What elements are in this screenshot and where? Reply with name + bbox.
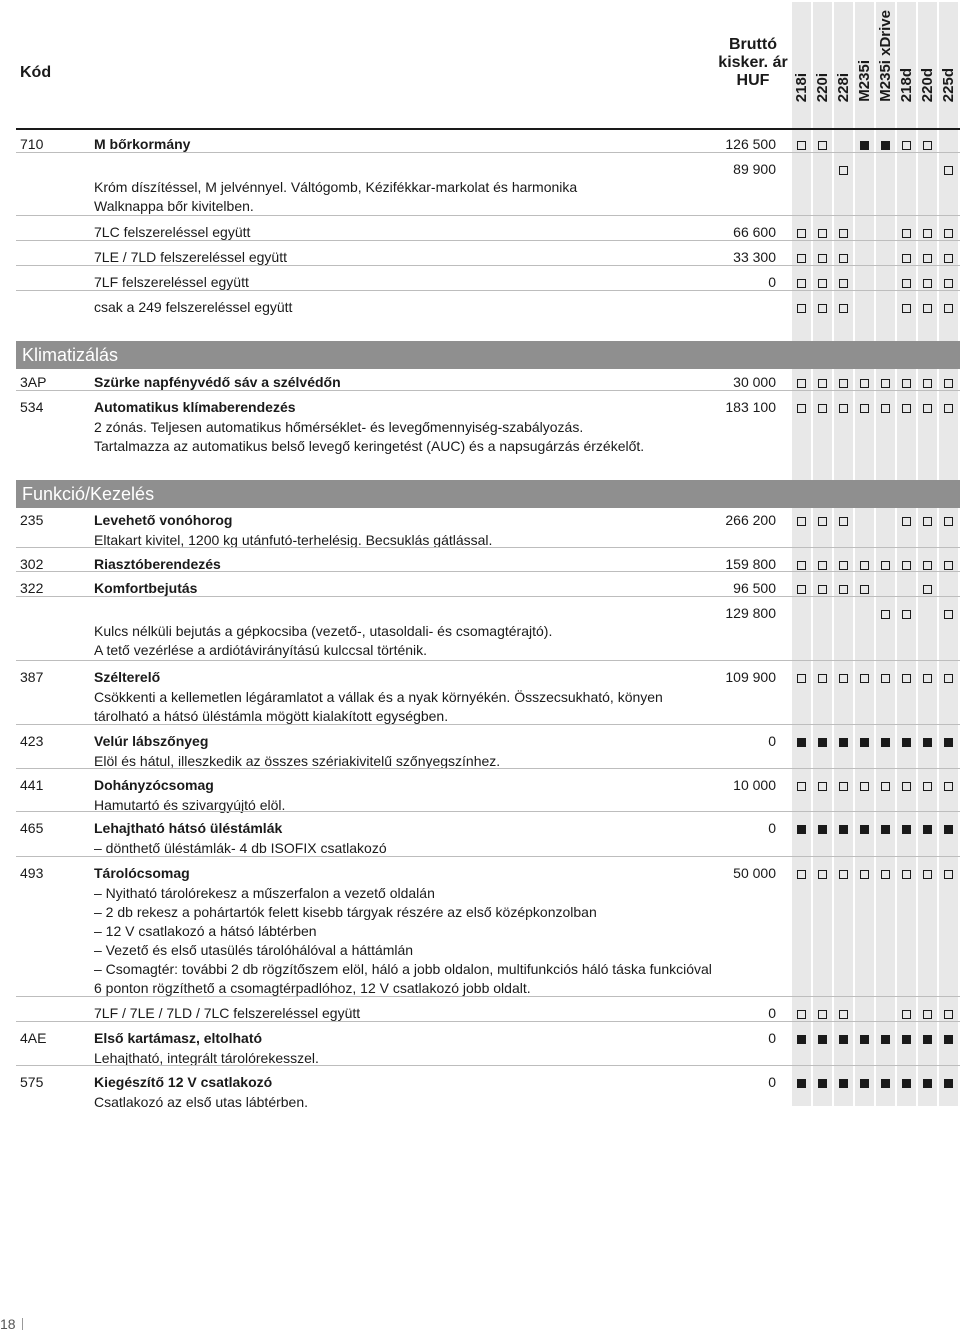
model-header-220d: 220d — [918, 67, 936, 102]
price-header-line: HUF — [736, 72, 770, 89]
optional-equipment-marker — [944, 870, 953, 879]
optional-equipment-marker — [902, 379, 911, 388]
row-divider — [16, 724, 960, 725]
standard-equipment-marker — [902, 1079, 911, 1088]
optional-equipment-marker — [881, 379, 890, 388]
page-number — [0, 1316, 23, 1332]
standard-equipment-marker — [860, 1079, 869, 1088]
option-price: 30 000 — [733, 374, 776, 390]
option-price: 0 — [768, 1005, 776, 1021]
option-code: 387 — [20, 669, 44, 685]
option-code: 441 — [20, 777, 44, 793]
option-description: Eltakart kivitel, 1200 kg utánfutó-terhelésig. Becsuklás gátlással. — [94, 532, 493, 548]
option-description: A tető vezérlése a ardiótávirányítású kulccsal történik. — [94, 642, 428, 658]
optional-equipment-marker — [839, 404, 848, 413]
standard-equipment-marker — [818, 1079, 827, 1088]
standard-equipment-marker — [902, 738, 911, 747]
option-code: 575 — [20, 1074, 44, 1090]
option-price: 50 000 — [733, 865, 776, 881]
standard-equipment-marker — [797, 1079, 806, 1088]
option-description: 6 ponton rögzíthető a csomagtérpadlóhoz, 12 V csatlakozó jobb oldalt. — [94, 980, 531, 996]
option-description: – Csomagtér: további 2 db rögzítőszem elöl, háló a jobb oldalon, multifunkciós háló táska funkcióval — [94, 961, 712, 977]
optional-equipment-marker — [923, 674, 932, 683]
optional-equipment-marker — [797, 404, 806, 413]
optional-equipment-marker — [902, 304, 911, 313]
optional-equipment-marker — [923, 229, 932, 238]
optional-equipment-marker — [944, 166, 953, 175]
optional-equipment-marker — [797, 585, 806, 594]
option-code: 710 — [20, 136, 44, 152]
option-price: 126 500 — [725, 136, 776, 152]
standard-equipment-marker — [797, 825, 806, 834]
row-divider — [16, 240, 960, 241]
option-code: 4AE — [20, 1030, 47, 1046]
optional-equipment-marker — [797, 561, 806, 570]
option-name: Levehető vonóhorog — [94, 512, 233, 528]
optional-equipment-marker — [818, 1010, 827, 1019]
standard-equipment-marker — [839, 738, 848, 747]
optional-equipment-marker — [881, 404, 890, 413]
model-header-m235i: M235i — [855, 60, 873, 102]
standard-equipment-marker — [944, 1079, 953, 1088]
option-description: Csökkenti a kellemetlen légáramlatot a vállak és a nyak környékén. Összecsukható, könyen — [94, 689, 663, 705]
optional-equipment-marker — [923, 561, 932, 570]
option-price: 0 — [768, 733, 776, 749]
option-price: 129 800 — [725, 605, 776, 621]
standard-equipment-marker — [923, 825, 932, 834]
option-name: Riasztóberendezés — [94, 556, 221, 572]
optional-equipment-marker — [923, 870, 932, 879]
row-divider — [16, 811, 960, 812]
option-price: 0 — [768, 1074, 776, 1090]
model-column-background — [855, 2, 874, 1106]
option-name: Dohányzócsomag — [94, 777, 214, 793]
option-price: 33 300 — [733, 249, 776, 265]
optional-equipment-marker — [839, 254, 848, 263]
optional-equipment-marker — [839, 229, 848, 238]
row-divider — [16, 390, 960, 391]
optional-equipment-marker — [797, 254, 806, 263]
optional-equipment-marker — [860, 379, 869, 388]
option-code: 534 — [20, 399, 44, 415]
standard-equipment-marker — [881, 1079, 890, 1088]
optional-equipment-marker — [923, 1010, 932, 1019]
option-name: 7LF / 7LE / 7LD / 7LC felszereléssel együtt — [94, 1005, 361, 1021]
option-description: Kulcs nélküli bejutás a gépkocsiba (vezető-, utasoldali- és csomagtérajtó). — [94, 623, 553, 639]
optional-equipment-marker — [944, 379, 953, 388]
optional-equipment-marker — [944, 254, 953, 263]
optional-equipment-marker — [902, 1010, 911, 1019]
optional-equipment-marker — [797, 1010, 806, 1019]
standard-equipment-marker — [860, 141, 869, 150]
optional-equipment-marker — [944, 279, 953, 288]
model-column-background — [792, 2, 811, 1106]
standard-equipment-marker — [818, 825, 827, 834]
optional-equipment-marker — [818, 782, 827, 791]
header-divider — [16, 128, 960, 130]
optional-equipment-marker — [923, 141, 932, 150]
standard-equipment-marker — [944, 738, 953, 747]
option-name: csak a 249 felszereléssel együtt — [94, 299, 293, 315]
row-divider — [16, 856, 960, 857]
option-code: 302 — [20, 556, 44, 572]
optional-equipment-marker — [818, 404, 827, 413]
option-description: Hamutartó és szivargyújtó elöl. — [94, 797, 286, 813]
optional-equipment-marker — [902, 254, 911, 263]
optional-equipment-marker — [902, 610, 911, 619]
optional-equipment-marker — [881, 674, 890, 683]
model-column-background — [813, 2, 832, 1106]
optional-equipment-marker — [818, 585, 827, 594]
optional-equipment-marker — [902, 404, 911, 413]
option-description: – 12 V csatlakozó a hátsó lábtérben — [94, 923, 317, 939]
model-header-220i: 220i — [813, 72, 831, 102]
option-description: tárolható a hátsó üléstámla mögött kialakított egységben. — [94, 708, 449, 724]
option-price: 0 — [768, 820, 776, 836]
standard-equipment-marker — [860, 825, 869, 834]
standard-equipment-marker — [881, 825, 890, 834]
optional-equipment-marker — [881, 782, 890, 791]
row-divider — [16, 547, 960, 548]
optional-equipment-marker — [797, 379, 806, 388]
option-code: 235 — [20, 512, 44, 528]
optional-equipment-marker — [860, 404, 869, 413]
code-column-header: Kód — [20, 64, 52, 81]
option-name: M bőrkormány — [94, 136, 191, 152]
option-name: 7LC felszereléssel együtt — [94, 224, 251, 240]
optional-equipment-marker — [902, 674, 911, 683]
standard-equipment-marker — [902, 825, 911, 834]
model-header-228i: 228i — [834, 72, 852, 102]
model-header-m235i-xdrive: M235i xDrive — [876, 10, 894, 102]
optional-equipment-marker — [839, 870, 848, 879]
optional-equipment-marker — [923, 404, 932, 413]
optional-equipment-marker — [902, 279, 911, 288]
option-description: Csatlakozó az első utas lábtérben. — [94, 1094, 309, 1110]
option-code: 3AP — [20, 374, 47, 390]
option-price: 183 100 — [725, 399, 776, 415]
optional-equipment-marker — [797, 517, 806, 526]
optional-equipment-marker — [797, 229, 806, 238]
standard-equipment-marker — [839, 1035, 848, 1044]
price-column-header — [710, 36, 796, 90]
option-name: Velúr lábszőnyeg — [94, 733, 209, 749]
optional-equipment-marker — [902, 870, 911, 879]
optional-equipment-marker — [797, 141, 806, 150]
option-price: 66 600 — [733, 224, 776, 240]
row-divider — [16, 768, 960, 769]
model-header-218i: 218i — [792, 72, 810, 102]
section-header: Funkció/Kezelés — [16, 480, 960, 508]
option-code: 465 — [20, 820, 44, 836]
optional-equipment-marker — [881, 561, 890, 570]
standard-equipment-marker — [923, 1079, 932, 1088]
row-divider — [16, 571, 960, 572]
optional-equipment-marker — [860, 561, 869, 570]
optional-equipment-marker — [944, 517, 953, 526]
option-name: 7LF felszereléssel együtt — [94, 274, 249, 290]
standard-equipment-marker — [923, 738, 932, 747]
optional-equipment-marker — [923, 517, 932, 526]
optional-equipment-marker — [818, 304, 827, 313]
optional-equipment-marker — [839, 674, 848, 683]
option-description: Elöl és hátul, illeszkedik az összes szériakivitelű szőnyegszínhez. — [94, 753, 501, 769]
optional-equipment-marker — [902, 229, 911, 238]
option-description: 2 zónás. Teljesen automatikus hőmérséklet- és levegőmennyiség-szabályozás. — [94, 419, 584, 435]
optional-equipment-marker — [860, 674, 869, 683]
row-divider — [16, 290, 960, 291]
page-number-text: 18 — [0, 1316, 16, 1332]
row-divider — [16, 215, 960, 216]
optional-equipment-marker — [923, 379, 932, 388]
optional-equipment-marker — [839, 1010, 848, 1019]
optional-equipment-marker — [818, 379, 827, 388]
option-name: Komfortbejutás — [94, 580, 198, 596]
optional-equipment-marker — [881, 610, 890, 619]
option-price: 0 — [768, 274, 776, 290]
standard-equipment-marker — [860, 1035, 869, 1044]
standard-equipment-marker — [923, 1035, 932, 1044]
option-code: 322 — [20, 580, 44, 596]
optional-equipment-marker — [839, 561, 848, 570]
optional-equipment-marker — [818, 674, 827, 683]
optional-equipment-marker — [923, 254, 932, 263]
option-name: Tárolócsomag — [94, 865, 190, 881]
optional-equipment-marker — [944, 561, 953, 570]
option-name: Lehajtható hátsó üléstámlák — [94, 820, 283, 836]
standard-equipment-marker — [797, 738, 806, 747]
standard-equipment-marker — [881, 738, 890, 747]
optional-equipment-marker — [818, 279, 827, 288]
option-price: 109 900 — [725, 669, 776, 685]
row-divider — [16, 1065, 960, 1066]
optional-equipment-marker — [860, 782, 869, 791]
model-column-background — [897, 2, 916, 1106]
model-column-background — [918, 2, 937, 1106]
optional-equipment-marker — [797, 782, 806, 791]
optional-equipment-marker — [839, 279, 848, 288]
standard-equipment-marker — [860, 738, 869, 747]
optional-equipment-marker — [902, 782, 911, 791]
optional-equipment-marker — [902, 141, 911, 150]
standard-equipment-marker — [797, 1035, 806, 1044]
option-description: Tartalmazza az automatikus belső levegő keringetést (AUC) és a napsugárzás érzékelőt. — [94, 438, 645, 454]
optional-equipment-marker — [860, 585, 869, 594]
optional-equipment-marker — [818, 870, 827, 879]
optional-equipment-marker — [944, 610, 953, 619]
option-description: Walknappa bőr kivitelben. — [94, 198, 254, 214]
model-column-background — [876, 2, 895, 1106]
option-price: 159 800 — [725, 556, 776, 572]
standard-equipment-marker — [881, 141, 890, 150]
optional-equipment-marker — [881, 870, 890, 879]
standard-equipment-marker — [902, 1035, 911, 1044]
option-price: 96 500 — [733, 580, 776, 596]
row-divider — [16, 1021, 960, 1022]
optional-equipment-marker — [923, 585, 932, 594]
option-description: – 2 db rekesz a pohártartók felett kisebb tárgyak részére az első középkonzolban — [94, 904, 597, 920]
option-name: Első kartámasz, eltolható — [94, 1030, 263, 1046]
optional-equipment-marker — [923, 304, 932, 313]
row-divider — [16, 596, 960, 597]
option-description: – Vezető és első utasülés tárolóhálóval a háttámlán — [94, 942, 414, 958]
optional-equipment-marker — [797, 674, 806, 683]
option-name: Szürke napfényvédő sáv a szélvédőn — [94, 374, 341, 390]
optional-equipment-marker — [839, 585, 848, 594]
option-description: – dönthető üléstámlák- 4 db ISOFIX csatlakozó — [94, 840, 387, 856]
standard-equipment-marker — [839, 825, 848, 834]
optional-equipment-marker — [797, 304, 806, 313]
standard-equipment-marker — [881, 1035, 890, 1044]
optional-equipment-marker — [818, 517, 827, 526]
standard-equipment-marker — [944, 825, 953, 834]
optional-equipment-marker — [944, 404, 953, 413]
standard-equipment-marker — [839, 1079, 848, 1088]
optional-equipment-marker — [797, 870, 806, 879]
option-description: Lehajtható, integrált tárolórekesszel. — [94, 1050, 319, 1066]
optional-equipment-marker — [839, 782, 848, 791]
optional-equipment-marker — [944, 782, 953, 791]
model-header-218d: 218d — [897, 67, 915, 102]
option-price: 266 200 — [725, 512, 776, 528]
optional-equipment-marker — [818, 561, 827, 570]
row-divider — [16, 265, 960, 266]
optional-equipment-marker — [860, 870, 869, 879]
option-name: Szélterelő — [94, 669, 161, 685]
row-divider — [16, 660, 960, 661]
optional-equipment-marker — [839, 379, 848, 388]
option-description: Króm díszítéssel, M jelvénnyel. Váltógomb, Kézifékkar-markolat és harmonika — [94, 179, 578, 195]
optional-equipment-marker — [902, 517, 911, 526]
optional-equipment-marker — [839, 304, 848, 313]
optional-equipment-marker — [944, 229, 953, 238]
option-price: 0 — [768, 1030, 776, 1046]
optional-equipment-marker — [797, 279, 806, 288]
row-divider — [16, 152, 960, 153]
optional-equipment-marker — [923, 782, 932, 791]
optional-equipment-marker — [923, 279, 932, 288]
optional-equipment-marker — [902, 561, 911, 570]
optional-equipment-marker — [944, 304, 953, 313]
standard-equipment-marker — [944, 1035, 953, 1044]
section-header: Klimatizálás — [16, 341, 960, 369]
optional-equipment-marker — [944, 1010, 953, 1019]
option-code: 493 — [20, 865, 44, 881]
price-header-line: Bruttó — [729, 36, 777, 53]
optional-equipment-marker — [839, 517, 848, 526]
option-description: – Nyitható tárolórekesz a műszerfalon a vezető oldalán — [94, 885, 435, 901]
optional-equipment-marker — [839, 166, 848, 175]
option-price: 89 900 — [733, 161, 776, 177]
option-name: 7LE / 7LD felszereléssel együtt — [94, 249, 287, 265]
optional-equipment-marker — [818, 229, 827, 238]
option-price: 10 000 — [733, 777, 776, 793]
page-number-divider — [22, 1318, 23, 1330]
option-code: 423 — [20, 733, 44, 749]
optional-equipment-marker — [818, 141, 827, 150]
optional-equipment-marker — [818, 254, 827, 263]
optional-equipment-marker — [944, 674, 953, 683]
price-header-line: kisker. ár — [718, 54, 788, 71]
standard-equipment-marker — [818, 1035, 827, 1044]
row-divider — [16, 996, 960, 997]
model-header-225d: 225d — [939, 67, 957, 102]
standard-equipment-marker — [818, 738, 827, 747]
option-name: Automatikus klímaberendezés — [94, 399, 296, 415]
option-name: Kiegészítő 12 V csatlakozó — [94, 1074, 273, 1090]
